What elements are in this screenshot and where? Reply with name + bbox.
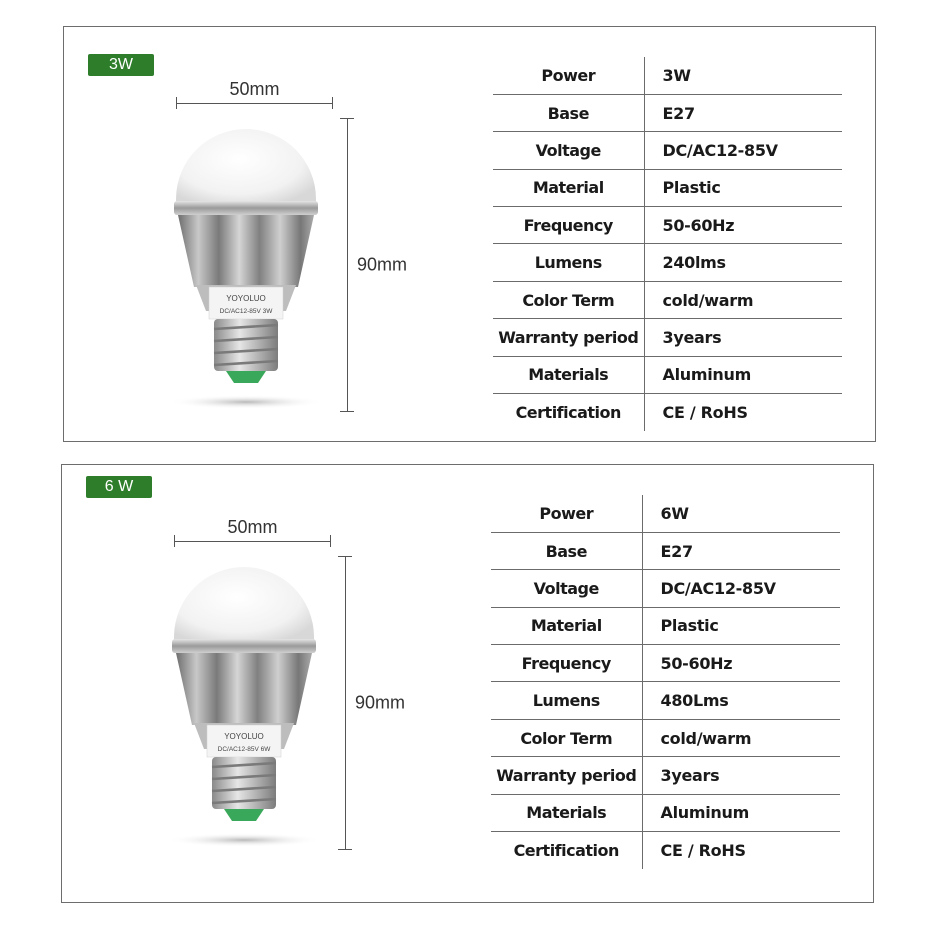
spec-key: Material <box>491 607 642 644</box>
spec-value: DC/AC12-85V <box>644 132 842 169</box>
bulb-spec-text: DC/AC12-85V 6W <box>217 746 271 753</box>
width-line <box>176 103 333 104</box>
bulb-brand-text: YOYOLUO <box>224 732 264 741</box>
spec-key: Frequency <box>493 207 644 244</box>
spec-value: 6W <box>642 495 840 532</box>
spec-key: Materials <box>491 794 642 831</box>
spec-key: Materials <box>493 356 644 393</box>
spec-key: Lumens <box>493 244 644 281</box>
spec-value: 3years <box>642 757 840 794</box>
product-panel-6w <box>61 464 874 903</box>
table-row <box>493 319 842 356</box>
spec-value: DC/AC12-85V <box>642 570 840 607</box>
table-row <box>493 281 842 318</box>
spec-value: 50-60Hz <box>642 645 840 682</box>
table-row <box>493 356 842 393</box>
width-label: 50mm <box>229 79 280 99</box>
spec-table <box>493 57 842 431</box>
table-row <box>491 794 840 831</box>
table-row <box>493 207 842 244</box>
table-row <box>493 394 842 431</box>
product-panel-3w <box>63 26 876 442</box>
bulb-brand-text: YOYOLUO <box>226 294 266 303</box>
bulb-image <box>164 119 334 419</box>
spec-key: Voltage <box>491 570 642 607</box>
table-row <box>493 244 842 281</box>
spec-key: Color Term <box>493 281 644 318</box>
spec-value: Plastic <box>644 169 842 206</box>
spec-value: 3W <box>644 57 842 94</box>
spec-key: Power <box>493 57 644 94</box>
bulb-spec-text: DC/AC12-85V 3W <box>219 308 273 315</box>
spec-key: Warranty period <box>493 319 644 356</box>
width-dimension <box>174 517 331 547</box>
bulb-image <box>162 557 332 857</box>
table-row <box>491 532 840 569</box>
spec-value: cold/warm <box>644 281 842 318</box>
spec-key: Power <box>491 495 642 532</box>
spec-key: Material <box>493 169 644 206</box>
table-row <box>493 94 842 131</box>
spec-key: Voltage <box>493 132 644 169</box>
spec-value: Plastic <box>642 607 840 644</box>
spec-key: Frequency <box>491 645 642 682</box>
spec-value: cold/warm <box>642 719 840 756</box>
table-row <box>491 607 840 644</box>
table-row <box>493 132 842 169</box>
width-dimension <box>176 79 333 109</box>
wattage-badge: 3W <box>88 54 154 76</box>
spec-value: 3years <box>644 319 842 356</box>
table-row <box>491 495 840 532</box>
height-label: 90mm <box>357 254 408 275</box>
wattage-badge: 6 W <box>86 476 152 498</box>
table-row <box>491 757 840 794</box>
spec-key: Base <box>493 94 644 131</box>
spec-key: Base <box>491 532 642 569</box>
width-line <box>174 541 331 542</box>
spec-value: E27 <box>642 532 840 569</box>
height-dimension <box>347 118 427 412</box>
table-row <box>491 682 840 719</box>
spec-value: Aluminum <box>642 794 840 831</box>
spec-value: CE / RoHS <box>660 840 746 860</box>
height-dimension <box>345 556 425 850</box>
table-row <box>491 645 840 682</box>
spec-value: CE / RoHS <box>662 402 748 422</box>
spec-value: 50-60Hz <box>644 207 842 244</box>
spec-key: Warranty period <box>491 757 642 794</box>
spec-value: 240lms <box>644 244 842 281</box>
table-row <box>491 832 840 869</box>
spec-key: Certification <box>493 394 644 431</box>
width-label: 50mm <box>227 517 278 537</box>
spec-key: Color Term <box>491 719 642 756</box>
table-row <box>491 719 840 756</box>
spec-key: Lumens <box>491 682 642 719</box>
spec-value: E27 <box>644 94 842 131</box>
table-row <box>493 169 842 206</box>
spec-value: 480Lms <box>642 682 840 719</box>
spec-value: Aluminum <box>644 356 842 393</box>
table-row <box>491 570 840 607</box>
spec-key: Certification <box>491 832 642 869</box>
height-label: 90mm <box>355 692 406 713</box>
table-row <box>493 57 842 94</box>
spec-table <box>491 495 840 869</box>
